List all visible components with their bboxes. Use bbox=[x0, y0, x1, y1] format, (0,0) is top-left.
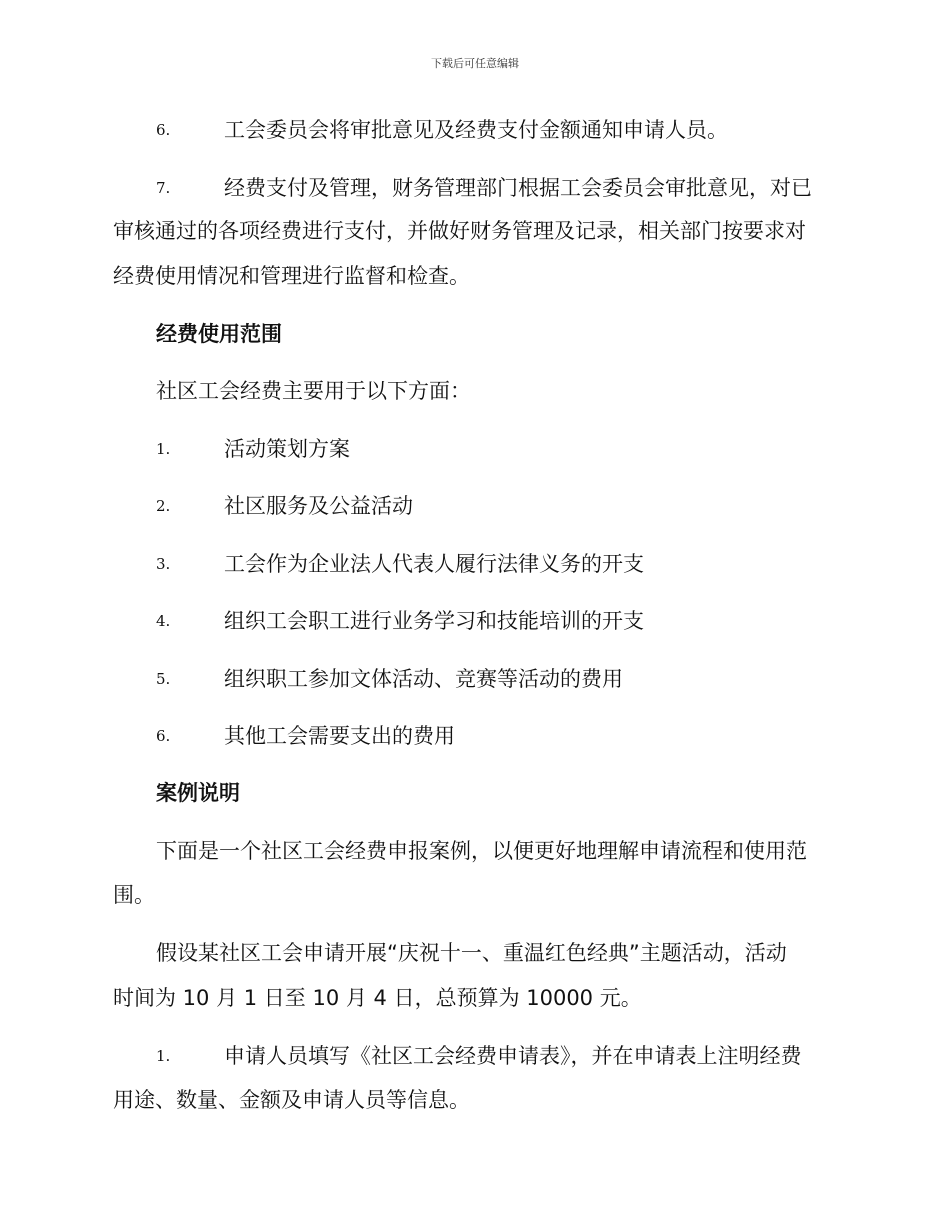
list-item-text: 经费支付及管理，财务管理部门根据工会委员会审批意见，对已 bbox=[224, 176, 812, 200]
list-number: 6. bbox=[156, 121, 171, 139]
list-number: 1. bbox=[156, 1047, 171, 1065]
paragraph-line: 审核通过的各项经费进行支付，并做好财务管理及记录，相关部门按要求对 bbox=[113, 219, 806, 243]
paragraph-line: 假设某社区工会申请开展“庆祝十一、重温红色经典”主题活动，活动 bbox=[156, 941, 787, 965]
list-item-text: 申请人员填写《社区工会经费申请表》，并在申请表上注明经费 bbox=[224, 1044, 802, 1068]
list-number: 4. bbox=[156, 612, 171, 630]
list-item-text: 组织职工参加文体活动、竞赛等活动的费用 bbox=[224, 667, 623, 691]
list-item-text: 其他工会需要支出的费用 bbox=[224, 724, 455, 748]
section-heading-scope: 经费使用范围 bbox=[156, 322, 282, 346]
section-intro: 社区工会经费主要用于以下方面： bbox=[156, 379, 471, 403]
list-number: 5. bbox=[156, 670, 171, 688]
paragraph-line: 下面是一个社区工会经费申报案例，以便更好地理解申请流程和使用范 bbox=[156, 839, 807, 863]
list-number: 2. bbox=[156, 497, 171, 515]
list-number: 3. bbox=[156, 555, 171, 573]
list-number: 7. bbox=[156, 179, 171, 197]
list-item-text: 工会作为企业法人代表人履行法律义务的开支 bbox=[224, 552, 644, 576]
list-number: 6. bbox=[156, 727, 171, 745]
list-item-text: 社区服务及公益活动 bbox=[224, 494, 413, 518]
paragraph-line: 围。 bbox=[113, 883, 155, 907]
paragraph-line: 经费使用情况和管理进行监督和检查。 bbox=[113, 264, 470, 288]
page-header: 下载后可任意编辑 bbox=[431, 57, 519, 70]
list-item-text: 活动策划方案 bbox=[224, 437, 350, 461]
list-item-text: 组织工会职工进行业务学习和技能培训的开支 bbox=[224, 609, 644, 633]
list-number: 1. bbox=[156, 440, 171, 458]
paragraph-line: 用途、数量、金额及申请人员等信息。 bbox=[113, 1088, 470, 1112]
section-heading-case: 案例说明 bbox=[156, 781, 240, 805]
list-item-text: 工会委员会将审批意见及经费支付金额通知申请人员。 bbox=[224, 118, 728, 142]
paragraph-line: 时间为 10 月 1 日至 10 月 4 日，总预算为 10000 元。 bbox=[113, 986, 642, 1010]
